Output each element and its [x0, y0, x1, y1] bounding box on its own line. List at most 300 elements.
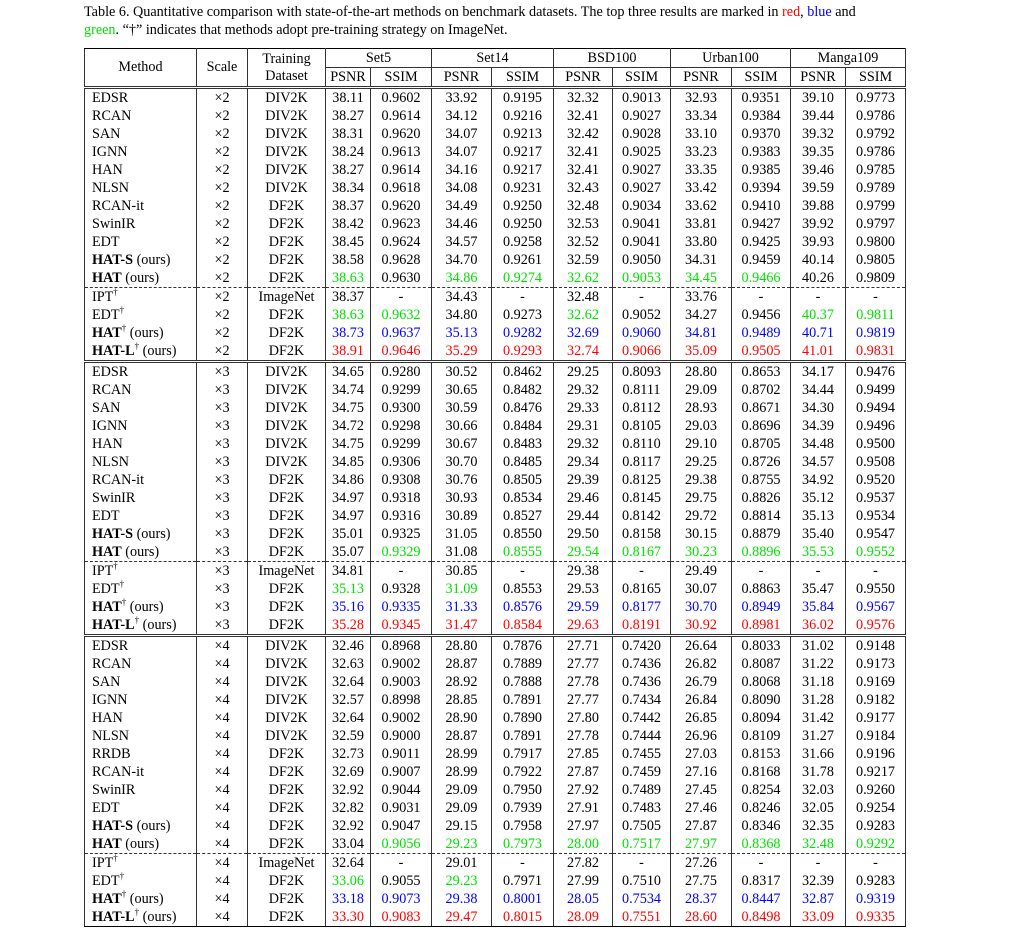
psnr-cell: 39.35 — [791, 143, 846, 161]
psnr-cell: 32.48 — [791, 835, 846, 854]
ssim-cell: 0.9002 — [371, 709, 432, 727]
ssim-cell: 0.9258 — [492, 233, 554, 251]
ssim-cell: 0.9013 — [613, 88, 671, 108]
table-row — [85, 435, 906, 453]
psnr-cell: 29.32 — [554, 381, 613, 399]
header-ssim: SSIM — [613, 68, 671, 88]
psnr-cell: 35.47 — [791, 580, 846, 598]
psnr-cell: 28.99 — [432, 745, 492, 763]
psnr-cell: 35.07 — [326, 543, 371, 562]
ssim-cell: 0.8117 — [613, 453, 671, 471]
method-name: EDSR — [92, 363, 129, 380]
ssim-cell: 0.9427 — [732, 215, 791, 233]
method-cell — [85, 817, 197, 835]
psnr-cell: 26.64 — [671, 636, 732, 656]
ssim-cell: 0.9646 — [371, 342, 432, 362]
ssim-cell: 0.9494 — [846, 399, 906, 417]
psnr-cell: 34.65 — [326, 362, 371, 382]
dagger-mark: † — [113, 852, 118, 863]
psnr-cell: - — [791, 288, 846, 307]
ssim-cell: 0.9576 — [846, 616, 906, 636]
psnr-cell: 32.03 — [791, 781, 846, 799]
scale-cell: ×3 — [197, 543, 248, 562]
method-name: HAT — [92, 543, 122, 560]
psnr-cell: 34.81 — [671, 324, 732, 342]
psnr-cell: 38.27 — [326, 161, 371, 179]
scale-cell: ×3 — [197, 362, 248, 382]
method-name: SwinIR — [92, 215, 136, 232]
method-cell — [85, 799, 197, 817]
ssim-cell: 0.8246 — [732, 799, 791, 817]
ssim-cell: 0.8555 — [492, 543, 554, 562]
training-dataset-cell: DIV2K — [248, 381, 326, 399]
psnr-cell: 29.53 — [554, 580, 613, 598]
ssim-cell: 0.7950 — [492, 781, 554, 799]
psnr-cell: 29.72 — [671, 507, 732, 525]
ssim-cell: - — [732, 562, 791, 581]
method-name: SAN — [92, 125, 121, 142]
ssim-cell: 0.8696 — [732, 417, 791, 435]
ssim-cell: - — [846, 288, 906, 307]
method-cell — [85, 381, 197, 399]
ssim-cell: 0.9308 — [371, 471, 432, 489]
psnr-cell: 28.92 — [432, 673, 492, 691]
psnr-cell: 35.09 — [671, 342, 732, 362]
ssim-cell: 0.8093 — [613, 362, 671, 382]
psnr-cell: 29.75 — [671, 489, 732, 507]
training-dataset-cell: DF2K — [248, 543, 326, 562]
method-name: HAT — [92, 598, 122, 615]
caption-red-word: red — [782, 4, 801, 20]
ssim-cell: 0.9011 — [371, 745, 432, 763]
psnr-cell: 30.67 — [432, 435, 492, 453]
psnr-cell: 30.23 — [671, 543, 732, 562]
training-dataset-cell: DIV2K — [248, 362, 326, 382]
psnr-cell: 28.00 — [554, 835, 613, 854]
dagger-mark: † — [134, 614, 140, 625]
training-dataset-cell: ImageNet — [248, 288, 326, 307]
ssim-cell: 0.9052 — [613, 306, 671, 324]
ssim-cell: 0.8702 — [732, 381, 791, 399]
psnr-cell: 29.38 — [432, 890, 492, 908]
training-dataset-cell: DF2K — [248, 908, 326, 927]
psnr-cell: 33.34 — [671, 107, 732, 125]
psnr-cell: 32.87 — [791, 890, 846, 908]
psnr-cell: 34.80 — [432, 306, 492, 324]
header-dataset: Dataset — [265, 67, 308, 84]
method-cell — [85, 197, 197, 215]
ssim-cell: 0.9027 — [613, 179, 671, 197]
psnr-cell: 28.80 — [671, 362, 732, 382]
psnr-cell: 33.09 — [791, 908, 846, 927]
method-name: EDT — [92, 580, 120, 597]
psnr-cell: 30.65 — [432, 381, 492, 399]
psnr-cell: 29.54 — [554, 543, 613, 562]
psnr-cell: 35.40 — [791, 525, 846, 543]
psnr-cell: 40.26 — [791, 269, 846, 288]
scale-cell: ×2 — [197, 306, 248, 324]
psnr-cell: 34.45 — [671, 269, 732, 288]
method-cell — [85, 453, 197, 471]
ssim-cell: 0.9496 — [846, 417, 906, 435]
method-cell — [85, 324, 197, 342]
psnr-cell: 34.97 — [326, 507, 371, 525]
ssim-cell: 0.9041 — [613, 215, 671, 233]
table-row — [85, 854, 906, 873]
ssim-cell: 0.9292 — [846, 835, 906, 854]
ssim-cell: 0.9786 — [846, 143, 906, 161]
ssim-cell: 0.7891 — [492, 727, 554, 745]
psnr-cell: 32.69 — [326, 763, 371, 781]
method-name: RRDB — [92, 745, 131, 762]
ssim-cell: 0.9031 — [371, 799, 432, 817]
ssim-cell: 0.8576 — [492, 598, 554, 616]
psnr-cell: 35.13 — [791, 507, 846, 525]
ssim-cell: 0.8981 — [732, 616, 791, 636]
header-bsd100: BSD100 — [554, 49, 671, 68]
ssim-cell: 0.9318 — [371, 489, 432, 507]
psnr-cell: 32.57 — [326, 691, 371, 709]
ssim-cell: 0.9319 — [846, 890, 906, 908]
ssim-cell: 0.8090 — [732, 691, 791, 709]
method-cell — [85, 362, 197, 382]
ssim-cell: 0.8001 — [492, 890, 554, 908]
ssim-cell: 0.7505 — [613, 817, 671, 835]
table-row — [85, 306, 906, 324]
scale-cell: ×4 — [197, 763, 248, 781]
ssim-cell: 0.8482 — [492, 381, 554, 399]
method-cell — [85, 908, 197, 927]
ssim-cell: 0.9056 — [371, 835, 432, 854]
caption-text: Table 6. Quantitative comparison with state-of-the-art methods on benchmark datasets. The top three results are marked in — [84, 4, 783, 20]
method-cell — [85, 471, 197, 489]
caption-blue-word: blue — [807, 4, 832, 20]
psnr-cell: 26.84 — [671, 691, 732, 709]
psnr-cell: 38.91 — [326, 342, 371, 362]
psnr-cell: 35.13 — [432, 324, 492, 342]
ssim-cell: 0.8368 — [732, 835, 791, 854]
method-name: HAT-S — [92, 525, 134, 542]
method-name: HAT-S — [92, 817, 134, 834]
psnr-cell: 34.97 — [326, 489, 371, 507]
ssim-cell: 0.7876 — [492, 636, 554, 656]
scale-cell: ×3 — [197, 580, 248, 598]
psnr-cell: 29.09 — [432, 799, 492, 817]
ssim-cell: - — [371, 288, 432, 307]
ssim-cell: 0.9148 — [846, 636, 906, 656]
psnr-cell: 26.85 — [671, 709, 732, 727]
psnr-cell: 40.14 — [791, 251, 846, 269]
ssim-cell: 0.9177 — [846, 709, 906, 727]
results-table — [84, 48, 906, 927]
ssim-cell: 0.8142 — [613, 507, 671, 525]
psnr-cell: 33.06 — [326, 872, 371, 890]
psnr-cell: 32.92 — [326, 781, 371, 799]
method-cell — [85, 562, 197, 581]
psnr-cell: 29.25 — [554, 362, 613, 382]
scale-cell: ×2 — [197, 251, 248, 269]
ssim-cell: 0.7459 — [613, 763, 671, 781]
table-row — [85, 616, 906, 636]
ssim-cell: 0.9083 — [371, 908, 432, 927]
psnr-cell: 29.59 — [554, 598, 613, 616]
ssim-cell: 0.9217 — [492, 161, 554, 179]
table-row — [85, 215, 906, 233]
psnr-cell: 34.85 — [326, 453, 371, 471]
ssim-cell: 0.8863 — [732, 580, 791, 598]
ssim-cell: 0.9499 — [846, 381, 906, 399]
psnr-cell: 34.86 — [326, 471, 371, 489]
ssim-cell: 0.9602 — [371, 88, 432, 108]
ssim-cell: 0.9620 — [371, 197, 432, 215]
method-name: HAT — [92, 890, 122, 907]
header-psnr: PSNR — [671, 68, 732, 88]
method-cell — [85, 525, 197, 543]
training-dataset-cell: DF2K — [248, 616, 326, 636]
psnr-cell: 38.37 — [326, 288, 371, 307]
psnr-cell: 29.38 — [671, 471, 732, 489]
ssim-cell: 0.8168 — [732, 763, 791, 781]
psnr-cell: 27.75 — [671, 872, 732, 890]
ssim-cell: 0.9773 — [846, 88, 906, 108]
ssim-cell: 0.8109 — [732, 727, 791, 745]
psnr-cell: 32.59 — [554, 251, 613, 269]
ssim-cell: 0.8484 — [492, 417, 554, 435]
ssim-cell: 0.9325 — [371, 525, 432, 543]
method-cell — [85, 727, 197, 745]
ssim-cell: 0.9459 — [732, 251, 791, 269]
method-name: SwinIR — [92, 781, 136, 798]
psnr-cell: 34.27 — [671, 306, 732, 324]
psnr-cell: 33.92 — [432, 88, 492, 108]
psnr-cell: 31.02 — [791, 636, 846, 656]
ssim-cell: 0.9066 — [613, 342, 671, 362]
psnr-cell: 39.46 — [791, 161, 846, 179]
psnr-cell: 32.93 — [671, 88, 732, 108]
scale-cell: ×3 — [197, 435, 248, 453]
psnr-cell: 30.70 — [671, 598, 732, 616]
psnr-cell: 39.32 — [791, 125, 846, 143]
method-cell — [85, 616, 197, 636]
scale-cell: ×2 — [197, 125, 248, 143]
scale-cell: ×4 — [197, 636, 248, 656]
scale-cell: ×3 — [197, 417, 248, 435]
ssim-cell: 0.9614 — [371, 107, 432, 125]
header-ssim: SSIM — [371, 68, 432, 88]
method-cell — [85, 691, 197, 709]
ssim-cell: 0.9797 — [846, 215, 906, 233]
ssim-cell: 0.8447 — [732, 890, 791, 908]
ssim-cell: 0.9231 — [492, 179, 554, 197]
psnr-cell: 32.41 — [554, 107, 613, 125]
ssim-cell: 0.8087 — [732, 655, 791, 673]
dagger-mark: † — [134, 340, 140, 351]
training-dataset-cell: DF2K — [248, 251, 326, 269]
table-row — [85, 817, 906, 835]
psnr-cell: 32.52 — [554, 233, 613, 251]
ours-label: (ours) — [133, 817, 171, 834]
method-cell — [85, 835, 197, 854]
ssim-cell: 0.9216 — [492, 107, 554, 125]
training-dataset-cell: DIV2K — [248, 435, 326, 453]
ssim-cell: 0.9800 — [846, 233, 906, 251]
psnr-cell: 30.76 — [432, 471, 492, 489]
ssim-cell: 0.9260 — [846, 781, 906, 799]
scale-cell: ×2 — [197, 197, 248, 215]
method-name: NLSN — [92, 453, 130, 470]
psnr-cell: 32.05 — [791, 799, 846, 817]
caption-sep: , — [800, 4, 808, 20]
ours-label: (ours) — [126, 324, 164, 341]
psnr-cell: 29.46 — [554, 489, 613, 507]
method-cell — [85, 598, 197, 616]
psnr-cell: 27.82 — [554, 854, 613, 873]
ssim-cell: - — [492, 288, 554, 307]
ours-label: (ours) — [121, 543, 160, 560]
scale-cell: ×4 — [197, 709, 248, 727]
table-row — [85, 525, 906, 543]
ssim-cell: - — [732, 854, 791, 873]
ssim-cell: 0.9002 — [371, 655, 432, 673]
training-dataset-cell: DF2K — [248, 525, 326, 543]
method-cell — [85, 580, 197, 598]
ssim-cell: 0.9809 — [846, 269, 906, 288]
training-dataset-cell: DIV2K — [248, 673, 326, 691]
training-dataset-cell: DF2K — [248, 471, 326, 489]
psnr-cell: 32.41 — [554, 161, 613, 179]
psnr-cell: 41.01 — [791, 342, 846, 362]
psnr-cell: 27.77 — [554, 691, 613, 709]
psnr-cell: 33.10 — [671, 125, 732, 143]
training-dataset-cell: DIV2K — [248, 125, 326, 143]
ssim-cell: 0.9819 — [846, 324, 906, 342]
ssim-cell: 0.9000 — [371, 727, 432, 745]
ssim-cell: 0.7922 — [492, 763, 554, 781]
method-name: HAN — [92, 161, 123, 178]
psnr-cell: 27.85 — [554, 745, 613, 763]
ssim-cell: 0.8726 — [732, 453, 791, 471]
dagger-mark: † — [119, 870, 125, 881]
ours-label: (ours) — [133, 525, 171, 542]
ssim-cell: 0.9298 — [371, 417, 432, 435]
psnr-cell: 27.71 — [554, 636, 613, 656]
table-row — [85, 471, 906, 489]
header-training-dataset — [248, 49, 326, 88]
psnr-cell: 38.42 — [326, 215, 371, 233]
ssim-cell: 0.8534 — [492, 489, 554, 507]
psnr-cell: 27.78 — [554, 673, 613, 691]
ssim-cell: - — [732, 288, 791, 307]
dagger-mark: † — [121, 888, 127, 899]
method-name: HAT — [92, 269, 122, 286]
scale-cell: ×2 — [197, 215, 248, 233]
scale-cell: ×4 — [197, 835, 248, 854]
psnr-cell: 27.87 — [671, 817, 732, 835]
scale-cell: ×3 — [197, 471, 248, 489]
ssim-cell: 0.9306 — [371, 453, 432, 471]
ssim-cell: 0.9280 — [371, 362, 432, 382]
scale-cell: ×2 — [197, 269, 248, 288]
ssim-cell: 0.7958 — [492, 817, 554, 835]
ssim-cell: 0.9060 — [613, 324, 671, 342]
psnr-cell: 38.34 — [326, 179, 371, 197]
training-dataset-cell: DIV2K — [248, 727, 326, 745]
table-row — [85, 580, 906, 598]
method-name: IGNN — [92, 691, 128, 708]
ssim-cell: 0.8167 — [613, 543, 671, 562]
psnr-cell: 33.80 — [671, 233, 732, 251]
ssim-cell: 0.8527 — [492, 507, 554, 525]
ssim-cell: 0.9618 — [371, 179, 432, 197]
psnr-cell: 39.92 — [791, 215, 846, 233]
ssim-cell: 0.9550 — [846, 580, 906, 598]
method-cell — [85, 288, 197, 307]
ssim-cell: - — [613, 562, 671, 581]
ssim-cell: 0.7455 — [613, 745, 671, 763]
psnr-cell: 29.25 — [671, 453, 732, 471]
header-set5: Set5 — [326, 49, 432, 68]
ssim-cell: 0.9425 — [732, 233, 791, 251]
ssim-cell: 0.9786 — [846, 107, 906, 125]
scale-cell: ×3 — [197, 562, 248, 581]
ssim-cell: 0.9329 — [371, 543, 432, 562]
method-cell — [85, 890, 197, 908]
psnr-cell: 31.28 — [791, 691, 846, 709]
table-row — [85, 890, 906, 908]
method-name: HAT — [92, 835, 122, 852]
psnr-cell: 30.07 — [671, 580, 732, 598]
ssim-cell: 0.9637 — [371, 324, 432, 342]
ssim-cell: 0.8483 — [492, 435, 554, 453]
method-name: IPT — [92, 288, 114, 305]
method-cell — [85, 435, 197, 453]
training-dataset-cell: DIV2K — [248, 691, 326, 709]
ssim-cell: 0.9520 — [846, 471, 906, 489]
training-dataset-cell: DIV2K — [248, 453, 326, 471]
table-row — [85, 835, 906, 854]
method-cell — [85, 269, 197, 288]
psnr-cell: 30.52 — [432, 362, 492, 382]
table-row — [85, 781, 906, 799]
ssim-cell: 0.8191 — [613, 616, 671, 636]
psnr-cell: 28.87 — [432, 727, 492, 745]
psnr-cell: 33.42 — [671, 179, 732, 197]
header-urban100: Urban100 — [671, 49, 791, 68]
ssim-cell: 0.9383 — [732, 143, 791, 161]
method-cell — [85, 125, 197, 143]
scale-cell: ×4 — [197, 799, 248, 817]
training-dataset-cell: DF2K — [248, 269, 326, 288]
psnr-cell: 29.44 — [554, 507, 613, 525]
method-cell — [85, 872, 197, 890]
training-dataset-cell: DF2K — [248, 598, 326, 616]
psnr-cell: 29.10 — [671, 435, 732, 453]
method-name: IPT — [92, 562, 114, 579]
ssim-cell: 0.9410 — [732, 197, 791, 215]
psnr-cell: 29.34 — [554, 453, 613, 471]
psnr-cell: 34.48 — [791, 435, 846, 453]
header-scale: Scale — [197, 49, 248, 88]
method-name: EDT — [92, 872, 120, 889]
table-row — [85, 453, 906, 471]
table-row — [85, 143, 906, 161]
ssim-cell: 0.8505 — [492, 471, 554, 489]
psnr-cell: 29.01 — [432, 854, 492, 873]
method-cell — [85, 143, 197, 161]
psnr-cell: 29.49 — [671, 562, 732, 581]
psnr-cell: 33.35 — [671, 161, 732, 179]
method-cell — [85, 88, 197, 108]
